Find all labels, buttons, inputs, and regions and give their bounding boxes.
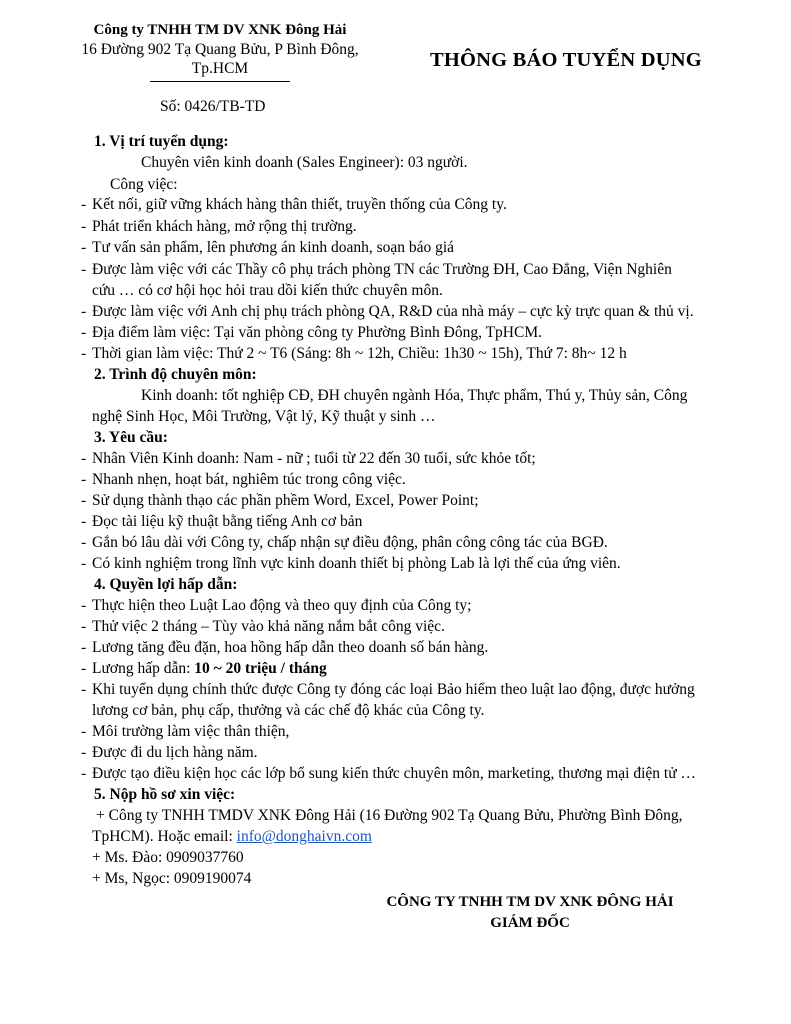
- bullet-dash: -: [81, 492, 87, 509]
- bullet-dash: -: [81, 239, 87, 256]
- salary-value: 10 ~ 20 triệu / tháng: [194, 660, 327, 677]
- section-2-heading: 2. Trình độ chuyên môn:: [94, 366, 257, 383]
- list-item: Được làm việc với các Thầy cô phụ trách phòng TN các Trường ĐH, Cao Đẳng, Viện Nghiên: [92, 261, 672, 278]
- bullet-dash: -: [81, 660, 87, 677]
- work-label: Công việc:: [110, 176, 178, 193]
- company-header: [60, 21, 380, 82]
- header-divider: [150, 81, 290, 82]
- list-item: Được làm việc với Anh chị phụ trách phòng QA, R&D của nhà máy – cực kỳ trực quan & thủ vị.: [92, 303, 694, 320]
- list-item: Tư vấn sản phẩm, lên phương án kinh doanh, soạn báo giá: [92, 239, 455, 256]
- company-address-line2: Tp.HCM: [191, 60, 249, 77]
- email-link[interactable]: info@donghaivn.com: [236, 828, 372, 845]
- email-prefix: TpHCM). Hoặc email:: [92, 828, 237, 845]
- bullet-dash: -: [81, 196, 87, 213]
- qualification-line2: nghệ Sinh Học, Môi Trường, Vật lý, Kỹ thuật y sinh …: [92, 408, 436, 425]
- list-item: Khi tuyển dụng chính thức được Công ty đóng các loại Bảo hiểm theo luật lao động, được hưởng: [92, 681, 695, 698]
- list-item: [92, 660, 327, 678]
- bullet-dash: -: [81, 303, 87, 320]
- document-number: Số: 0426/TB-TD: [160, 98, 266, 115]
- position-text: Chuyên viên kinh doanh (Sales Engineer): 03 người.: [141, 154, 468, 171]
- list-item: Phát triển khách hàng, mở rộng thị trường.: [92, 218, 357, 235]
- company-name: Công ty TNHH TM DV XNK Đông Hải: [93, 22, 347, 38]
- list-item: Thời gian làm việc: Thứ 2 ~ T6 (Sáng: 8h ~ 12h, Chiều: 1h30 ~ 15h), Thứ 7: 8h~ 12 h: [92, 345, 627, 362]
- bullet-dash: -: [81, 597, 87, 614]
- list-item: Nhanh nhẹn, hoạt bát, nghiêm túc trong công việc.: [92, 471, 406, 488]
- section-3-heading: 3. Yêu cầu:: [94, 429, 168, 446]
- bullet-dash: -: [81, 261, 87, 278]
- list-item: Được tạo điều kiện học các lớp bổ sung kiến thức chuyên môn, marketing, thương mại điện tử …: [92, 765, 697, 782]
- contact-ngoc: + Ms, Ngọc: 0909190074: [92, 870, 252, 887]
- signature-company: CÔNG TY TNHH TM DV XNK ĐÔNG HẢI: [386, 894, 674, 910]
- bullet-dash: -: [81, 513, 87, 530]
- list-item: Nhân Viên Kinh doanh: Nam - nữ ; tuổi từ 22 đến 30 tuổi, sức khỏe tốt;: [92, 450, 536, 467]
- bullet-dash: -: [81, 681, 87, 698]
- list-item: Thực hiện theo Luật Lao động và theo quy định của Công ty;: [92, 597, 472, 614]
- section-5-heading: 5. Nộp hồ sơ xin việc:: [94, 786, 236, 803]
- bullet-dash: -: [81, 324, 87, 341]
- application-address-line1: + Công ty TNHH TMDV XNK Đông Hải (16 Đường 902 Tạ Quang Bửu, Phường Bình Đông,: [96, 807, 683, 824]
- bullet-dash: -: [81, 218, 87, 235]
- company-address-line1: 16 Đường 902 Tạ Quang Bửu, P Bình Đông,: [81, 41, 359, 58]
- salary-label: Lương hấp dẫn:: [92, 660, 195, 677]
- bullet-dash: -: [81, 744, 87, 761]
- bullet-dash: -: [81, 765, 87, 782]
- list-item-continuation: cứu … có cơ hội học hỏi trau dồi kiến thức chuyên môn.: [92, 282, 443, 299]
- list-item: Sử dụng thành thạo các phần phềm Word, Excel, Power Point;: [92, 492, 479, 509]
- list-item: Địa điểm làm việc: Tại văn phòng công ty Phường Bình Đông, TpHCM.: [92, 324, 542, 341]
- list-item: Gắn bó lâu dài với Công ty, chấp nhận sự điều động, phân công công tác của BGĐ.: [92, 534, 608, 551]
- list-item: Được đi du lịch hàng năm.: [92, 744, 258, 761]
- list-item: Môi trường làm việc thân thiện,: [92, 723, 290, 740]
- section-4-heading: 4. Quyền lợi hấp dẫn:: [94, 576, 238, 593]
- bullet-dash: -: [81, 534, 87, 551]
- bullet-dash: -: [81, 450, 87, 467]
- list-item: Kết nối, giữ vững khách hàng thân thiết, truyền thống của Công ty.: [92, 196, 507, 213]
- contact-dao: + Ms. Đào: 0909037760: [92, 849, 244, 866]
- list-item: Có kinh nghiệm trong lĩnh vực kinh doanh thiết bị phòng Lab là lợi thế của ứng viên.: [92, 555, 621, 572]
- bullet-dash: -: [81, 345, 87, 362]
- list-item: Lương tăng đều đặn, hoa hồng hấp dẫn theo doanh số bán hàng.: [92, 639, 489, 656]
- application-address-line2: [92, 828, 372, 846]
- list-item: Đọc tài liệu kỹ thuật bằng tiếng Anh cơ bản: [92, 513, 363, 530]
- bullet-dash: -: [81, 723, 87, 740]
- bullet-dash: -: [81, 555, 87, 572]
- bullet-dash: -: [81, 471, 87, 488]
- signature-role: GIÁM ĐỐC: [490, 915, 570, 931]
- section-1-heading: 1. Vị trí tuyển dụng:: [94, 133, 229, 150]
- bullet-dash: -: [81, 618, 87, 635]
- list-item: Thử việc 2 tháng – Tùy vào khả năng nắm bắt công việc.: [92, 618, 445, 635]
- bullet-dash: -: [81, 639, 87, 656]
- list-item-continuation: lương cơ bản, phụ cấp, thưởng và các chế độ khác của Công ty.: [92, 702, 485, 719]
- document-title: THÔNG BÁO TUYỂN DỤNG: [430, 49, 702, 71]
- qualification-line1: Kinh doanh: tốt nghiệp CĐ, ĐH chuyên ngành Hóa, Thực phẩm, Thú y, Thủy sản, Công: [141, 387, 688, 404]
